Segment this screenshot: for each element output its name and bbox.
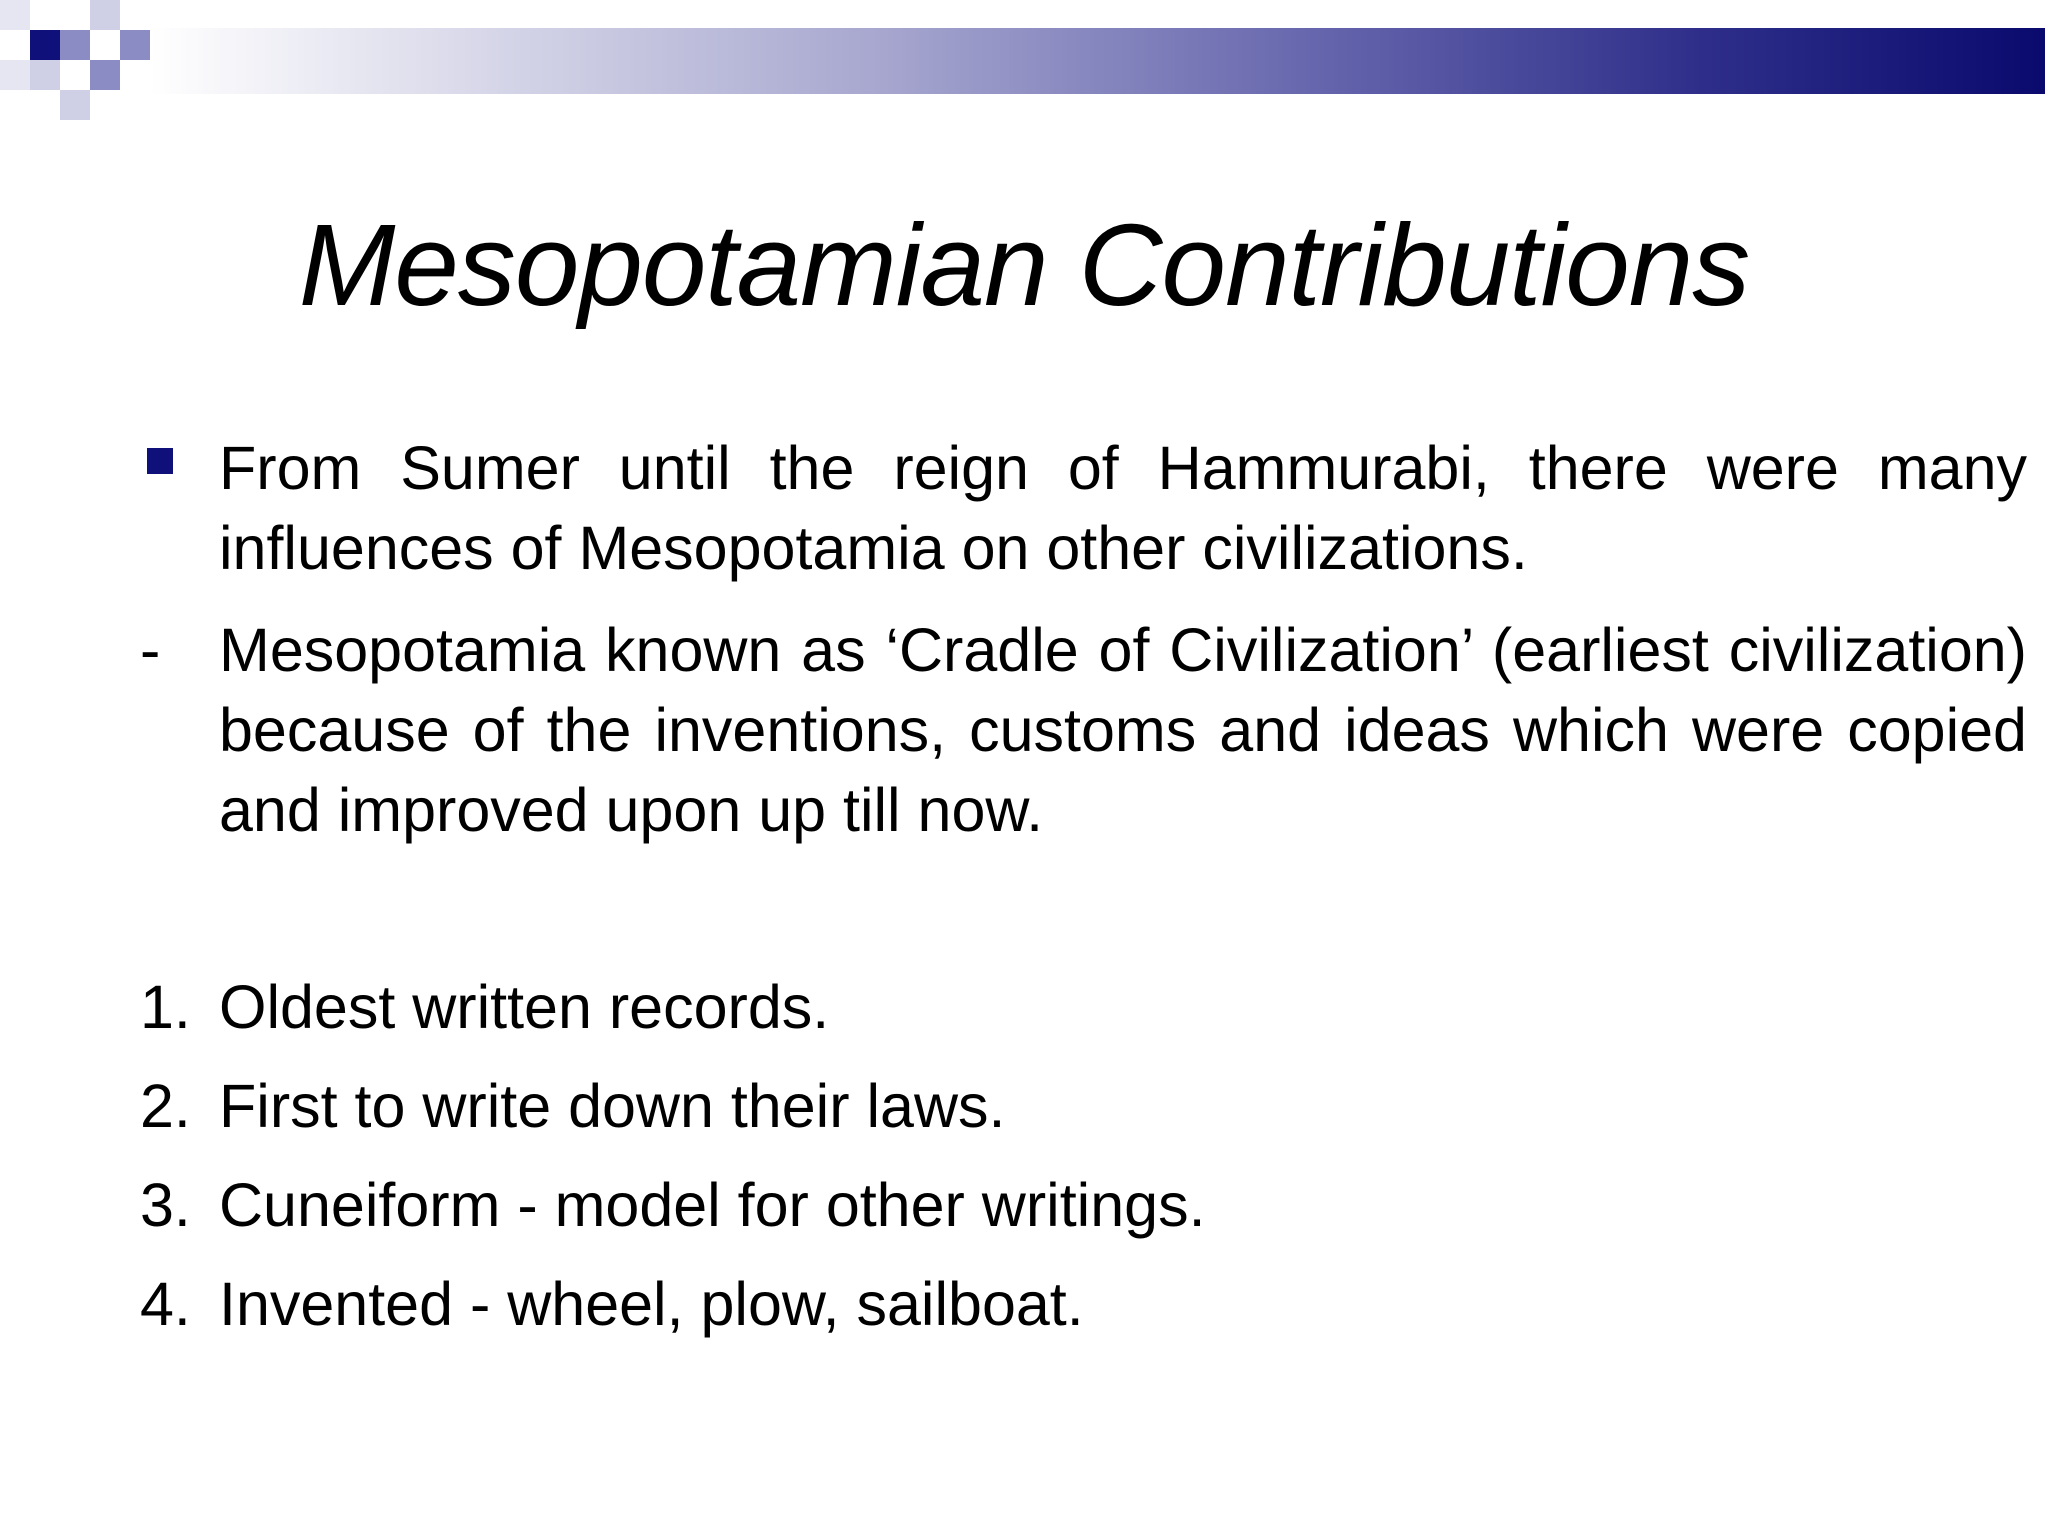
slide-title: Mesopotamian Contributions bbox=[298, 200, 1750, 330]
list-number: 4. bbox=[140, 1270, 191, 1338]
list-item-text: Cuneiform - model for other writings. bbox=[219, 1171, 1206, 1239]
bullet-text: From Sumer until the reign of Hammurabi, there were many influences of Mesopotamia on other civilizations. bbox=[219, 434, 2027, 582]
dash-marker: - bbox=[140, 616, 161, 684]
list-item bbox=[140, 967, 1940, 1066]
list-item bbox=[140, 1264, 1940, 1363]
list-item bbox=[140, 1066, 1940, 1165]
list-number: 1. bbox=[140, 973, 191, 1041]
body-text bbox=[140, 428, 2027, 850]
list-item bbox=[140, 1165, 1940, 1264]
list-item-text: Invented - wheel, plow, sailboat. bbox=[219, 1270, 1084, 1338]
list-item-text: Oldest written records. bbox=[219, 973, 830, 1041]
list-number: 2. bbox=[140, 1072, 191, 1140]
numbered-list bbox=[140, 967, 1940, 1363]
list-number: 3. bbox=[140, 1171, 191, 1239]
bullet-paragraph bbox=[140, 428, 2027, 588]
dash-paragraph bbox=[140, 610, 2027, 850]
dash-text: Mesopotamia known as ‘Cradle of Civilization’ (earliest civilization) because of the inventions, customs and ideas which were copied and improved upon up till now. bbox=[219, 616, 2027, 844]
list-item-text: First to write down their laws. bbox=[219, 1072, 1006, 1140]
square-bullet-icon bbox=[147, 448, 173, 474]
header-gradient-bar bbox=[150, 28, 2045, 94]
